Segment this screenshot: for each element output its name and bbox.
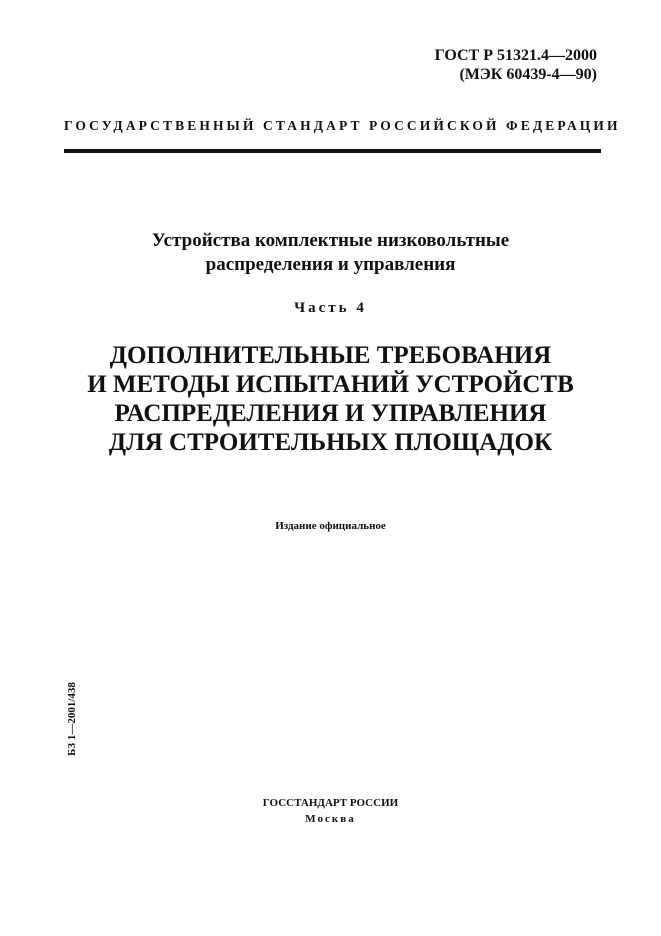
subtitle-line-1: ДОПОЛНИТЕЛЬНЫЕ ТРЕБОВАНИЯ xyxy=(109,342,552,369)
document-subtitle xyxy=(0,341,661,457)
title-line-2: распределения и управления xyxy=(205,254,456,275)
part-label: Часть 4 xyxy=(294,300,367,316)
standard-number-block xyxy=(435,46,597,84)
side-code: БЗ 1—2001/438 xyxy=(66,682,78,756)
subtitle-line-3: РАСПРЕДЕЛЕНИЯ И УПРАВЛЕНИЯ xyxy=(114,400,547,427)
horizontal-rule xyxy=(64,149,601,153)
agency-line: ГОСУДАРСТВЕННЫЙ СТАНДАРТ РОССИЙСКОЙ ФЕДЕРАЦИИ xyxy=(64,118,621,133)
title-line-1: Устройства комплектные низковольтные xyxy=(151,230,510,251)
document-title xyxy=(0,229,661,277)
iec-reference: (МЭК 60439-4—90) xyxy=(459,66,597,83)
publisher-city: Москва xyxy=(305,813,356,825)
publisher-block xyxy=(0,795,661,827)
publisher-name: ГОССТАНДАРТ РОССИИ xyxy=(262,797,399,809)
subtitle-line-2: И МЕТОДЫ ИСПЫТАНИЙ УСТРОЙСТВ xyxy=(87,371,574,398)
standard-number: ГОСТ Р 51321.4—2000 xyxy=(434,47,597,64)
subtitle-line-4: ДЛЯ СТРОИТЕЛЬНЫХ ПЛОЩАДОК xyxy=(108,429,553,456)
edition-label: Издание официальное xyxy=(275,520,386,532)
